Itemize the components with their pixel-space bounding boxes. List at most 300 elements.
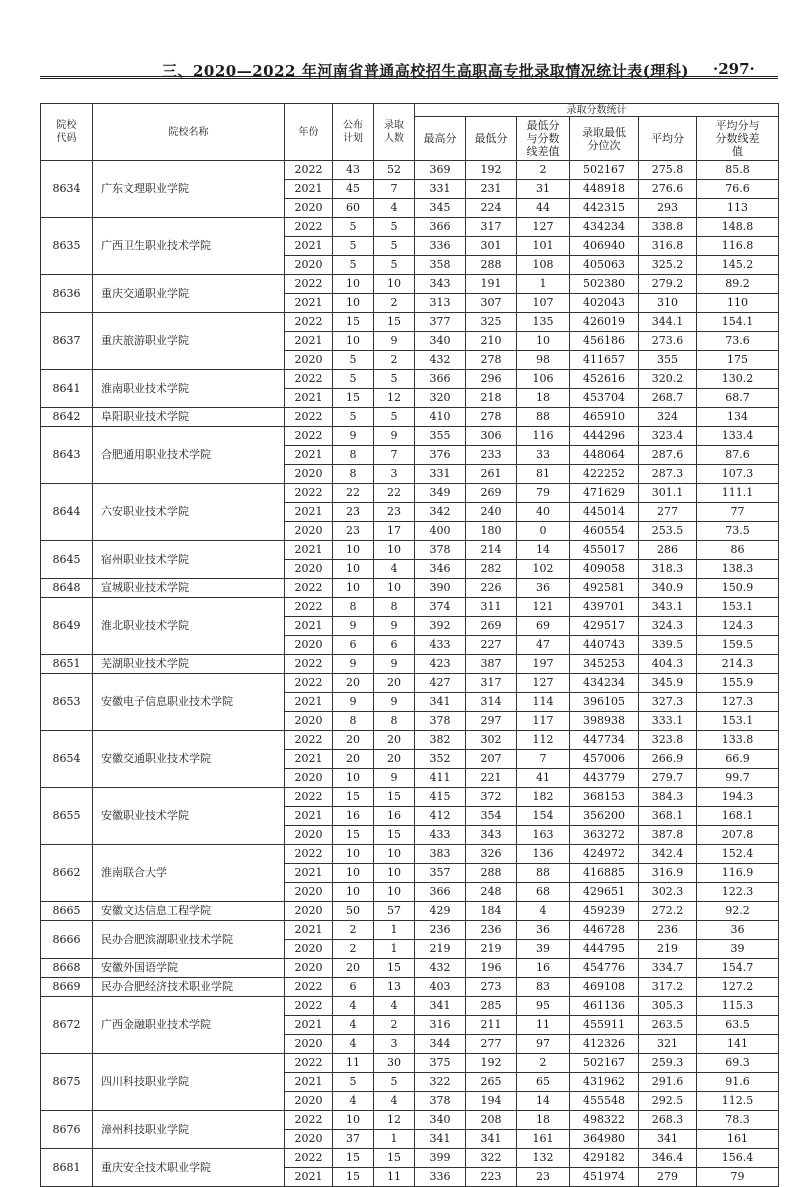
table-row [41, 313, 779, 332]
cell-max: 366 [415, 370, 466, 389]
cell-min: 322 [466, 1149, 517, 1168]
cell-min-rank: 451974 [570, 1168, 639, 1187]
cell-max: 378 [415, 712, 466, 731]
cell-max: 377 [415, 313, 466, 332]
cell-min: 192 [466, 1054, 517, 1073]
cell-school-code: 8654 [41, 731, 93, 788]
cell-avg-diff: 99.7 [697, 769, 779, 788]
cell-max: 411 [415, 769, 466, 788]
cell-admitted: 9 [374, 655, 415, 674]
cell-year: 2022 [285, 674, 333, 693]
cell-avg-diff: 110 [697, 294, 779, 313]
cell-avg: 268.7 [639, 389, 697, 408]
cell-avg-diff: 122.3 [697, 883, 779, 902]
cell-avg-diff: 141 [697, 1035, 779, 1054]
cell-min-diff: 135 [517, 313, 570, 332]
cell-school-code: 8651 [41, 655, 93, 674]
cell-avg-diff: 116.9 [697, 864, 779, 883]
cell-max: 313 [415, 294, 466, 313]
cell-plan: 23 [333, 522, 374, 541]
cell-min-diff: 2 [517, 161, 570, 180]
cell-plan: 2 [333, 940, 374, 959]
cell-plan: 8 [333, 465, 374, 484]
cell-plan: 4 [333, 1016, 374, 1035]
cell-avg: 316.8 [639, 237, 697, 256]
cell-min: 278 [466, 351, 517, 370]
cell-max: 316 [415, 1016, 466, 1035]
cell-min-diff: 23 [517, 1168, 570, 1187]
cell-plan: 15 [333, 788, 374, 807]
cell-admitted: 10 [374, 541, 415, 560]
table-row [41, 845, 779, 864]
cell-min: 354 [466, 807, 517, 826]
cell-school-code: 8676 [41, 1111, 93, 1149]
cell-min: 184 [466, 902, 517, 921]
cell-avg: 323.4 [639, 427, 697, 446]
cell-avg: 387.8 [639, 826, 697, 845]
cell-min-diff: 65 [517, 1073, 570, 1092]
cell-avg-diff: 124.3 [697, 617, 779, 636]
cell-avg: 323.8 [639, 731, 697, 750]
cell-admitted: 9 [374, 769, 415, 788]
cell-min-rank: 502380 [570, 275, 639, 294]
cell-min-rank: 412326 [570, 1035, 639, 1054]
cell-avg-diff: 85.8 [697, 161, 779, 180]
col-header-max: 最高分 [415, 117, 466, 161]
cell-min-diff: 69 [517, 617, 570, 636]
cell-min-rank: 442315 [570, 199, 639, 218]
cell-max: 358 [415, 256, 466, 275]
cell-school-name: 芜湖职业技术学院 [93, 655, 285, 674]
cell-min-diff: 132 [517, 1149, 570, 1168]
cell-plan: 4 [333, 1092, 374, 1111]
cell-min-rank: 455017 [570, 541, 639, 560]
cell-admitted: 10 [374, 275, 415, 294]
cell-min: 227 [466, 636, 517, 655]
cell-avg-diff: 39 [697, 940, 779, 959]
cell-min: 207 [466, 750, 517, 769]
cell-min: 231 [466, 180, 517, 199]
cell-max: 427 [415, 674, 466, 693]
cell-min-rank: 345253 [570, 655, 639, 674]
cell-avg: 345.9 [639, 674, 697, 693]
cell-year: 2022 [285, 218, 333, 237]
cell-min: 269 [466, 617, 517, 636]
cell-min: 226 [466, 579, 517, 598]
cell-avg-diff: 68.7 [697, 389, 779, 408]
col-header-avg-diff: 平均分与分数线差值 [697, 117, 779, 161]
cell-year: 2021 [285, 541, 333, 560]
cell-avg: 339.5 [639, 636, 697, 655]
cell-min-diff: 197 [517, 655, 570, 674]
cell-avg: 310 [639, 294, 697, 313]
cell-year: 2022 [285, 845, 333, 864]
table-row [41, 275, 779, 294]
cell-max: 236 [415, 921, 466, 940]
cell-avg-diff: 63.5 [697, 1016, 779, 1035]
cell-plan: 2 [333, 921, 374, 940]
table-row [41, 731, 779, 750]
cell-plan: 20 [333, 674, 374, 693]
cell-avg-diff: 133.4 [697, 427, 779, 446]
cell-year: 2021 [285, 750, 333, 769]
header-row-group [41, 104, 779, 117]
cell-avg-diff: 154.7 [697, 959, 779, 978]
table-row [41, 1149, 779, 1168]
cell-min: 277 [466, 1035, 517, 1054]
cell-avg: 324.3 [639, 617, 697, 636]
cell-avg: 291.6 [639, 1073, 697, 1092]
cell-max: 342 [415, 503, 466, 522]
cell-school-code: 8635 [41, 218, 93, 275]
cell-min-rank: 431962 [570, 1073, 639, 1092]
cell-plan: 15 [333, 1168, 374, 1187]
col-header-year: 年份 [285, 104, 333, 161]
cell-min: 218 [466, 389, 517, 408]
cell-min: 248 [466, 883, 517, 902]
cell-admitted: 13 [374, 978, 415, 997]
cell-admitted: 5 [374, 370, 415, 389]
cell-admitted: 2 [374, 1016, 415, 1035]
cell-plan: 16 [333, 807, 374, 826]
cell-plan: 10 [333, 1111, 374, 1130]
col-header-min-rank: 录取最低分位次 [570, 117, 639, 161]
cell-admitted: 9 [374, 617, 415, 636]
cell-school-name: 合肥通用职业技术学院 [93, 427, 285, 484]
cell-school-code: 8668 [41, 959, 93, 978]
table-row [41, 902, 779, 921]
cell-min-diff: 68 [517, 883, 570, 902]
cell-avg-diff: 87.6 [697, 446, 779, 465]
cell-min-rank: 469108 [570, 978, 639, 997]
cell-year: 2022 [285, 370, 333, 389]
cell-avg: 368.1 [639, 807, 697, 826]
table-row [41, 541, 779, 560]
cell-admitted: 4 [374, 1092, 415, 1111]
table-body [41, 161, 779, 1187]
cell-avg-diff: 168.1 [697, 807, 779, 826]
cell-year: 2021 [285, 807, 333, 826]
cell-min-rank: 356200 [570, 807, 639, 826]
cell-plan: 10 [333, 294, 374, 313]
cell-min-rank: 434234 [570, 218, 639, 237]
cell-avg: 279.7 [639, 769, 697, 788]
cell-avg: 340.9 [639, 579, 697, 598]
cell-min-rank: 455911 [570, 1016, 639, 1035]
cell-year: 2021 [285, 693, 333, 712]
cell-min-rank: 424972 [570, 845, 639, 864]
cell-min-rank: 406940 [570, 237, 639, 256]
cell-year: 2021 [285, 1016, 333, 1035]
cell-min-diff: 97 [517, 1035, 570, 1054]
cell-avg: 236 [639, 921, 697, 940]
cell-avg: 344.1 [639, 313, 697, 332]
cell-plan: 9 [333, 617, 374, 636]
cell-avg-diff: 89.2 [697, 275, 779, 294]
cell-min-rank: 439701 [570, 598, 639, 617]
cell-min: 325 [466, 313, 517, 332]
cell-min: 236 [466, 921, 517, 940]
table-row [41, 218, 779, 237]
cell-plan: 10 [333, 579, 374, 598]
cell-year: 2020 [285, 940, 333, 959]
cell-min: 233 [466, 446, 517, 465]
cell-min-diff: 154 [517, 807, 570, 826]
col-header-name: 院校名称 [93, 104, 285, 161]
table-row [41, 921, 779, 940]
cell-plan: 8 [333, 598, 374, 617]
cell-admitted: 8 [374, 598, 415, 617]
cell-min-rank: 363272 [570, 826, 639, 845]
cell-plan: 10 [333, 560, 374, 579]
cell-avg-diff: 113 [697, 199, 779, 218]
cell-year: 2020 [285, 959, 333, 978]
cell-plan: 8 [333, 712, 374, 731]
cell-school-code: 8637 [41, 313, 93, 370]
cell-admitted: 5 [374, 237, 415, 256]
cell-max: 410 [415, 408, 466, 427]
cell-max: 432 [415, 959, 466, 978]
cell-min: 301 [466, 237, 517, 256]
col-header-min-diff: 最低分与分数线差值 [517, 117, 570, 161]
cell-avg: 287.6 [639, 446, 697, 465]
cell-min: 211 [466, 1016, 517, 1035]
cell-school-name: 安徽电子信息职业技术学院 [93, 674, 285, 731]
cell-max: 343 [415, 275, 466, 294]
cell-max: 355 [415, 427, 466, 446]
cell-max: 336 [415, 237, 466, 256]
cell-plan: 11 [333, 1054, 374, 1073]
cell-plan: 9 [333, 693, 374, 712]
cell-min-diff: 108 [517, 256, 570, 275]
cell-min-diff: 36 [517, 921, 570, 940]
col-header-plan: 公布计划 [333, 104, 374, 161]
table-row [41, 674, 779, 693]
cell-min-diff: 7 [517, 750, 570, 769]
cell-min-diff: 107 [517, 294, 570, 313]
cell-min-diff: 106 [517, 370, 570, 389]
cell-min-rank: 422252 [570, 465, 639, 484]
cell-min: 261 [466, 465, 517, 484]
cell-min-diff: 161 [517, 1130, 570, 1149]
cell-max: 345 [415, 199, 466, 218]
cell-max: 403 [415, 978, 466, 997]
cell-avg-diff: 79 [697, 1168, 779, 1187]
cell-year: 2022 [285, 313, 333, 332]
cell-min-diff: 39 [517, 940, 570, 959]
cell-max: 378 [415, 1092, 466, 1111]
cell-admitted: 57 [374, 902, 415, 921]
cell-min-rank: 444296 [570, 427, 639, 446]
cell-min-diff: 81 [517, 465, 570, 484]
cell-admitted: 3 [374, 465, 415, 484]
cell-year: 2020 [285, 636, 333, 655]
table-row [41, 959, 779, 978]
cell-avg: 320.2 [639, 370, 697, 389]
cell-admitted: 22 [374, 484, 415, 503]
cell-admitted: 16 [374, 807, 415, 826]
cell-year: 2021 [285, 446, 333, 465]
table-row [41, 1054, 779, 1073]
cell-avg-diff: 107.3 [697, 465, 779, 484]
cell-year: 2022 [285, 731, 333, 750]
cell-min-rank: 446728 [570, 921, 639, 940]
cell-min-diff: 95 [517, 997, 570, 1016]
cell-plan: 10 [333, 275, 374, 294]
cell-plan: 22 [333, 484, 374, 503]
cell-year: 2020 [285, 522, 333, 541]
cell-admitted: 15 [374, 1149, 415, 1168]
cell-avg: 321 [639, 1035, 697, 1054]
cell-min-diff: 116 [517, 427, 570, 446]
cell-avg: 324 [639, 408, 697, 427]
cell-min: 240 [466, 503, 517, 522]
cell-plan: 6 [333, 636, 374, 655]
cell-avg-diff: 145.2 [697, 256, 779, 275]
admission-stats-table [40, 103, 779, 1187]
cell-school-name: 广西金融职业技术学院 [93, 997, 285, 1054]
cell-school-code: 8653 [41, 674, 93, 731]
cell-min-diff: 40 [517, 503, 570, 522]
cell-admitted: 5 [374, 408, 415, 427]
cell-avg: 279.2 [639, 275, 697, 294]
cell-avg-diff: 127.2 [697, 978, 779, 997]
page-number: ·297· [713, 60, 755, 78]
cell-school-code: 8644 [41, 484, 93, 541]
cell-min: 297 [466, 712, 517, 731]
cell-year: 2022 [285, 579, 333, 598]
cell-min-rank: 444795 [570, 940, 639, 959]
cell-avg-diff: 153.1 [697, 598, 779, 617]
cell-admitted: 2 [374, 294, 415, 313]
cell-admitted: 4 [374, 199, 415, 218]
cell-plan: 4 [333, 1035, 374, 1054]
cell-year: 2020 [285, 351, 333, 370]
cell-year: 2020 [285, 826, 333, 845]
cell-avg: 259.3 [639, 1054, 697, 1073]
cell-min-diff: 102 [517, 560, 570, 579]
cell-year: 2022 [285, 408, 333, 427]
cell-max: 412 [415, 807, 466, 826]
cell-min-diff: 98 [517, 351, 570, 370]
table-row [41, 788, 779, 807]
cell-plan: 15 [333, 313, 374, 332]
cell-admitted: 10 [374, 845, 415, 864]
cell-avg: 334.7 [639, 959, 697, 978]
cell-school-code: 8662 [41, 845, 93, 902]
cell-min-rank: 465910 [570, 408, 639, 427]
cell-avg-diff: 150.9 [697, 579, 779, 598]
cell-admitted: 9 [374, 693, 415, 712]
cell-school-code: 8634 [41, 161, 93, 218]
cell-avg-diff: 91.6 [697, 1073, 779, 1092]
cell-admitted: 4 [374, 997, 415, 1016]
cell-max: 378 [415, 541, 466, 560]
cell-min-rank: 498322 [570, 1111, 639, 1130]
cell-admitted: 15 [374, 959, 415, 978]
cell-min-diff: 41 [517, 769, 570, 788]
cell-plan: 23 [333, 503, 374, 522]
cell-admitted: 23 [374, 503, 415, 522]
cell-avg-diff: 152.4 [697, 845, 779, 864]
cell-admitted: 3 [374, 1035, 415, 1054]
table-row [41, 579, 779, 598]
cell-year: 2020 [285, 1092, 333, 1111]
cell-plan: 5 [333, 256, 374, 275]
cell-plan: 20 [333, 750, 374, 769]
cell-avg: 292.5 [639, 1092, 697, 1111]
cell-admitted: 6 [374, 636, 415, 655]
cell-admitted: 15 [374, 788, 415, 807]
cell-max: 349 [415, 484, 466, 503]
cell-avg: 346.4 [639, 1149, 697, 1168]
cell-plan: 50 [333, 902, 374, 921]
cell-min: 265 [466, 1073, 517, 1092]
cell-school-code: 8681 [41, 1149, 93, 1187]
cell-avg-diff: 207.8 [697, 826, 779, 845]
cell-school-code: 8672 [41, 997, 93, 1054]
cell-min-diff: 4 [517, 902, 570, 921]
cell-avg: 343.1 [639, 598, 697, 617]
cell-avg: 287.3 [639, 465, 697, 484]
cell-school-code: 8645 [41, 541, 93, 579]
cell-year: 2022 [285, 655, 333, 674]
cell-min-diff: 11 [517, 1016, 570, 1035]
cell-max: 219 [415, 940, 466, 959]
table-row [41, 427, 779, 446]
table-row [41, 408, 779, 427]
cell-min-diff: 14 [517, 541, 570, 560]
cell-avg-diff: 175 [697, 351, 779, 370]
cell-min-diff: 36 [517, 579, 570, 598]
cell-avg-diff: 156.4 [697, 1149, 779, 1168]
cell-admitted: 9 [374, 332, 415, 351]
cell-year: 2022 [285, 1111, 333, 1130]
cell-year: 2022 [285, 427, 333, 446]
table-row [41, 370, 779, 389]
cell-min: 194 [466, 1092, 517, 1111]
cell-max: 322 [415, 1073, 466, 1092]
cell-max: 331 [415, 180, 466, 199]
cell-school-name: 六安职业技术学院 [93, 484, 285, 541]
cell-min: 282 [466, 560, 517, 579]
cell-min: 314 [466, 693, 517, 712]
cell-avg: 279 [639, 1168, 697, 1187]
cell-school-name: 阜阳职业技术学院 [93, 408, 285, 427]
cell-min-rank: 502167 [570, 161, 639, 180]
cell-max: 346 [415, 560, 466, 579]
cell-admitted: 12 [374, 389, 415, 408]
cell-min-diff: 2 [517, 1054, 570, 1073]
cell-year: 2022 [285, 997, 333, 1016]
cell-avg: 316.9 [639, 864, 697, 883]
cell-school-code: 8643 [41, 427, 93, 484]
cell-min: 192 [466, 161, 517, 180]
cell-school-name: 民办合肥滨湖职业技术学院 [93, 921, 285, 959]
cell-plan: 9 [333, 427, 374, 446]
cell-min: 296 [466, 370, 517, 389]
cell-plan: 10 [333, 864, 374, 883]
cell-min-diff: 33 [517, 446, 570, 465]
cell-avg: 275.8 [639, 161, 697, 180]
cell-max: 341 [415, 693, 466, 712]
cell-min: 317 [466, 218, 517, 237]
cell-avg: 276.6 [639, 180, 697, 199]
cell-max: 433 [415, 826, 466, 845]
cell-min: 317 [466, 674, 517, 693]
cell-max: 433 [415, 636, 466, 655]
cell-admitted: 20 [374, 750, 415, 769]
